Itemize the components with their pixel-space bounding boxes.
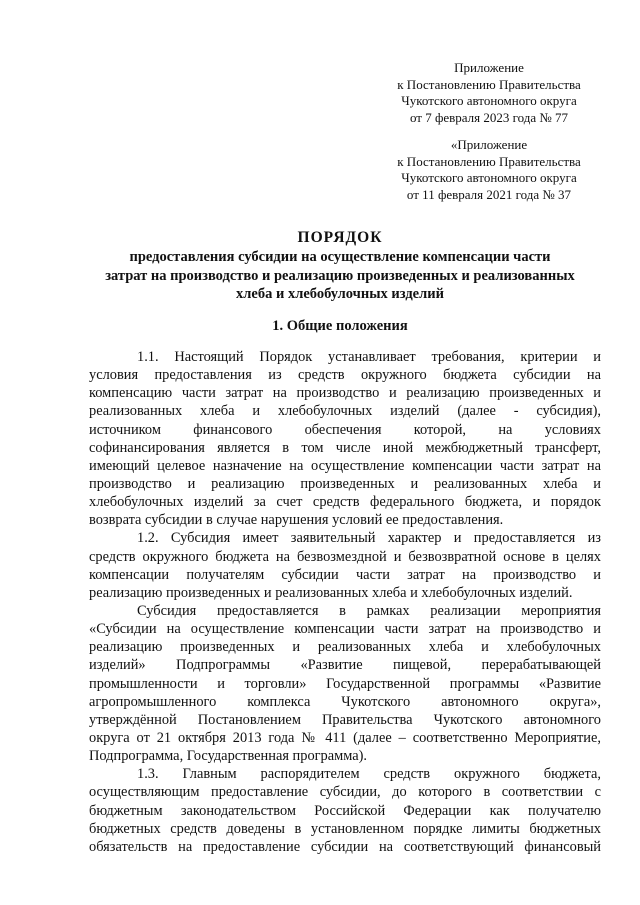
document-title-block [60, 228, 620, 304]
subtitle-line: предоставления субсидии на осуществление компенсации части [129, 249, 551, 265]
text-line: округа от 21 октября 2013 года № 411 (далее – соответственно Мероприятие, [89, 729, 601, 746]
text-line: утверждённой Постановлением Правительства Чукотского автономного [89, 711, 601, 728]
appendix-line: Чукотского автономного округа [401, 93, 577, 108]
text-line: Субсидия предоставляется в рамках реализации мероприятия [137, 602, 601, 619]
text-line: осуществляющим предоставление субсидии, до которого в соответствии с [89, 784, 601, 801]
appendix-line: к Постановлению Правительства [397, 76, 581, 92]
text-line: хлебобулочных изделий за счет средств федерального бюджета, и порядок [89, 494, 601, 511]
text-line: реализованных хлеба и хлебобулочных изделий (далее - субсидия), [89, 403, 601, 420]
appendix-line: «Приложение [450, 137, 528, 152]
appendix-note-current [374, 60, 604, 126]
text-line: компенсации получателям субсидии части затрат на производство и [89, 566, 601, 583]
text-line: средств окружного бюджета на безвозмездной и безвозвратной основе в целях [89, 548, 601, 565]
text-line: условия предоставления из средств окружного бюджета субсидии на [89, 367, 601, 384]
text-line: источником финансового обеспечения которой, на условиях [89, 421, 601, 438]
appendix-line: от 11 февраля 2021 года № 37 [406, 186, 572, 202]
text-line: 1.2. Субсидия имеет заявительный характер и предоставляется из [137, 530, 601, 547]
text-line: агропромышленного комплекса Чукотского автономного округа», [89, 693, 601, 710]
paragraph-1-3 [89, 765, 601, 856]
text-line: обязательств на предоставление субсидии на соответствующий финансовый [89, 838, 601, 855]
text-line: 1.1. Настоящий Порядок устанавливает требования, критерии и [137, 349, 601, 365]
text-line: промышленности и торговли» Государственной программы «Развитие [89, 675, 601, 692]
text-line: «Субсидии на осуществление компенсации части затрат на производство и [89, 621, 601, 638]
text-line: компенсацию части затрат на производство и реализацию произведенных и [89, 385, 601, 402]
text-line: бюджетных средств доведены в установленном порядке лимиты бюджетных [89, 820, 601, 837]
paragraph-1-2 [89, 529, 601, 602]
appendix-line: Приложение [454, 60, 524, 75]
text-line: Подпрограмма, Государственная программа). [89, 748, 368, 765]
text-line: 1.3. Главным распорядителем средств окружного бюджета, [137, 766, 601, 783]
text-line: имеющий целевое назначение на осуществление компенсации части затрат на [89, 457, 601, 474]
paragraph-1-2-event [89, 602, 601, 765]
appendix-line: Чукотского автономного округа [401, 170, 577, 185]
text-line: возврата субсидии в случае нарушения условий ее предоставления. [89, 512, 504, 529]
paragraph-1-1 [89, 348, 601, 529]
document-body [89, 348, 601, 856]
subtitle-line: затрат на производство и реализацию произведенных и реализованных [105, 267, 575, 284]
appendix-note-previous [374, 137, 604, 203]
text-line: реализацию произведенных и реализованных хлеба и хлебобулочных изделий. [89, 584, 573, 601]
text-line: реализацию произведенных и реализованных хлеба и хлебобулочных [89, 639, 601, 656]
appendix-line: к Постановлению Правительства [397, 153, 581, 169]
document-subtitle [60, 248, 620, 304]
text-line: изделий» Подпрограммы «Развитие пищевой, перерабатывающей [89, 657, 601, 674]
document-title: ПОРЯДОК [297, 229, 383, 246]
subtitle-line: хлеба и хлебобулочных изделий [236, 286, 444, 302]
section-heading: 1. Общие положения [272, 318, 408, 334]
text-line: бюджетным законодательством Российской Федерации как получателю [89, 802, 601, 819]
text-line: производство и реализацию произведенных и реализованных хлеба и [89, 475, 601, 492]
text-line: софинансирования является в том числе иной межбюджетный трансферт, [89, 439, 601, 456]
appendix-line: от 7 февраля 2023 года № 77 [409, 109, 569, 125]
